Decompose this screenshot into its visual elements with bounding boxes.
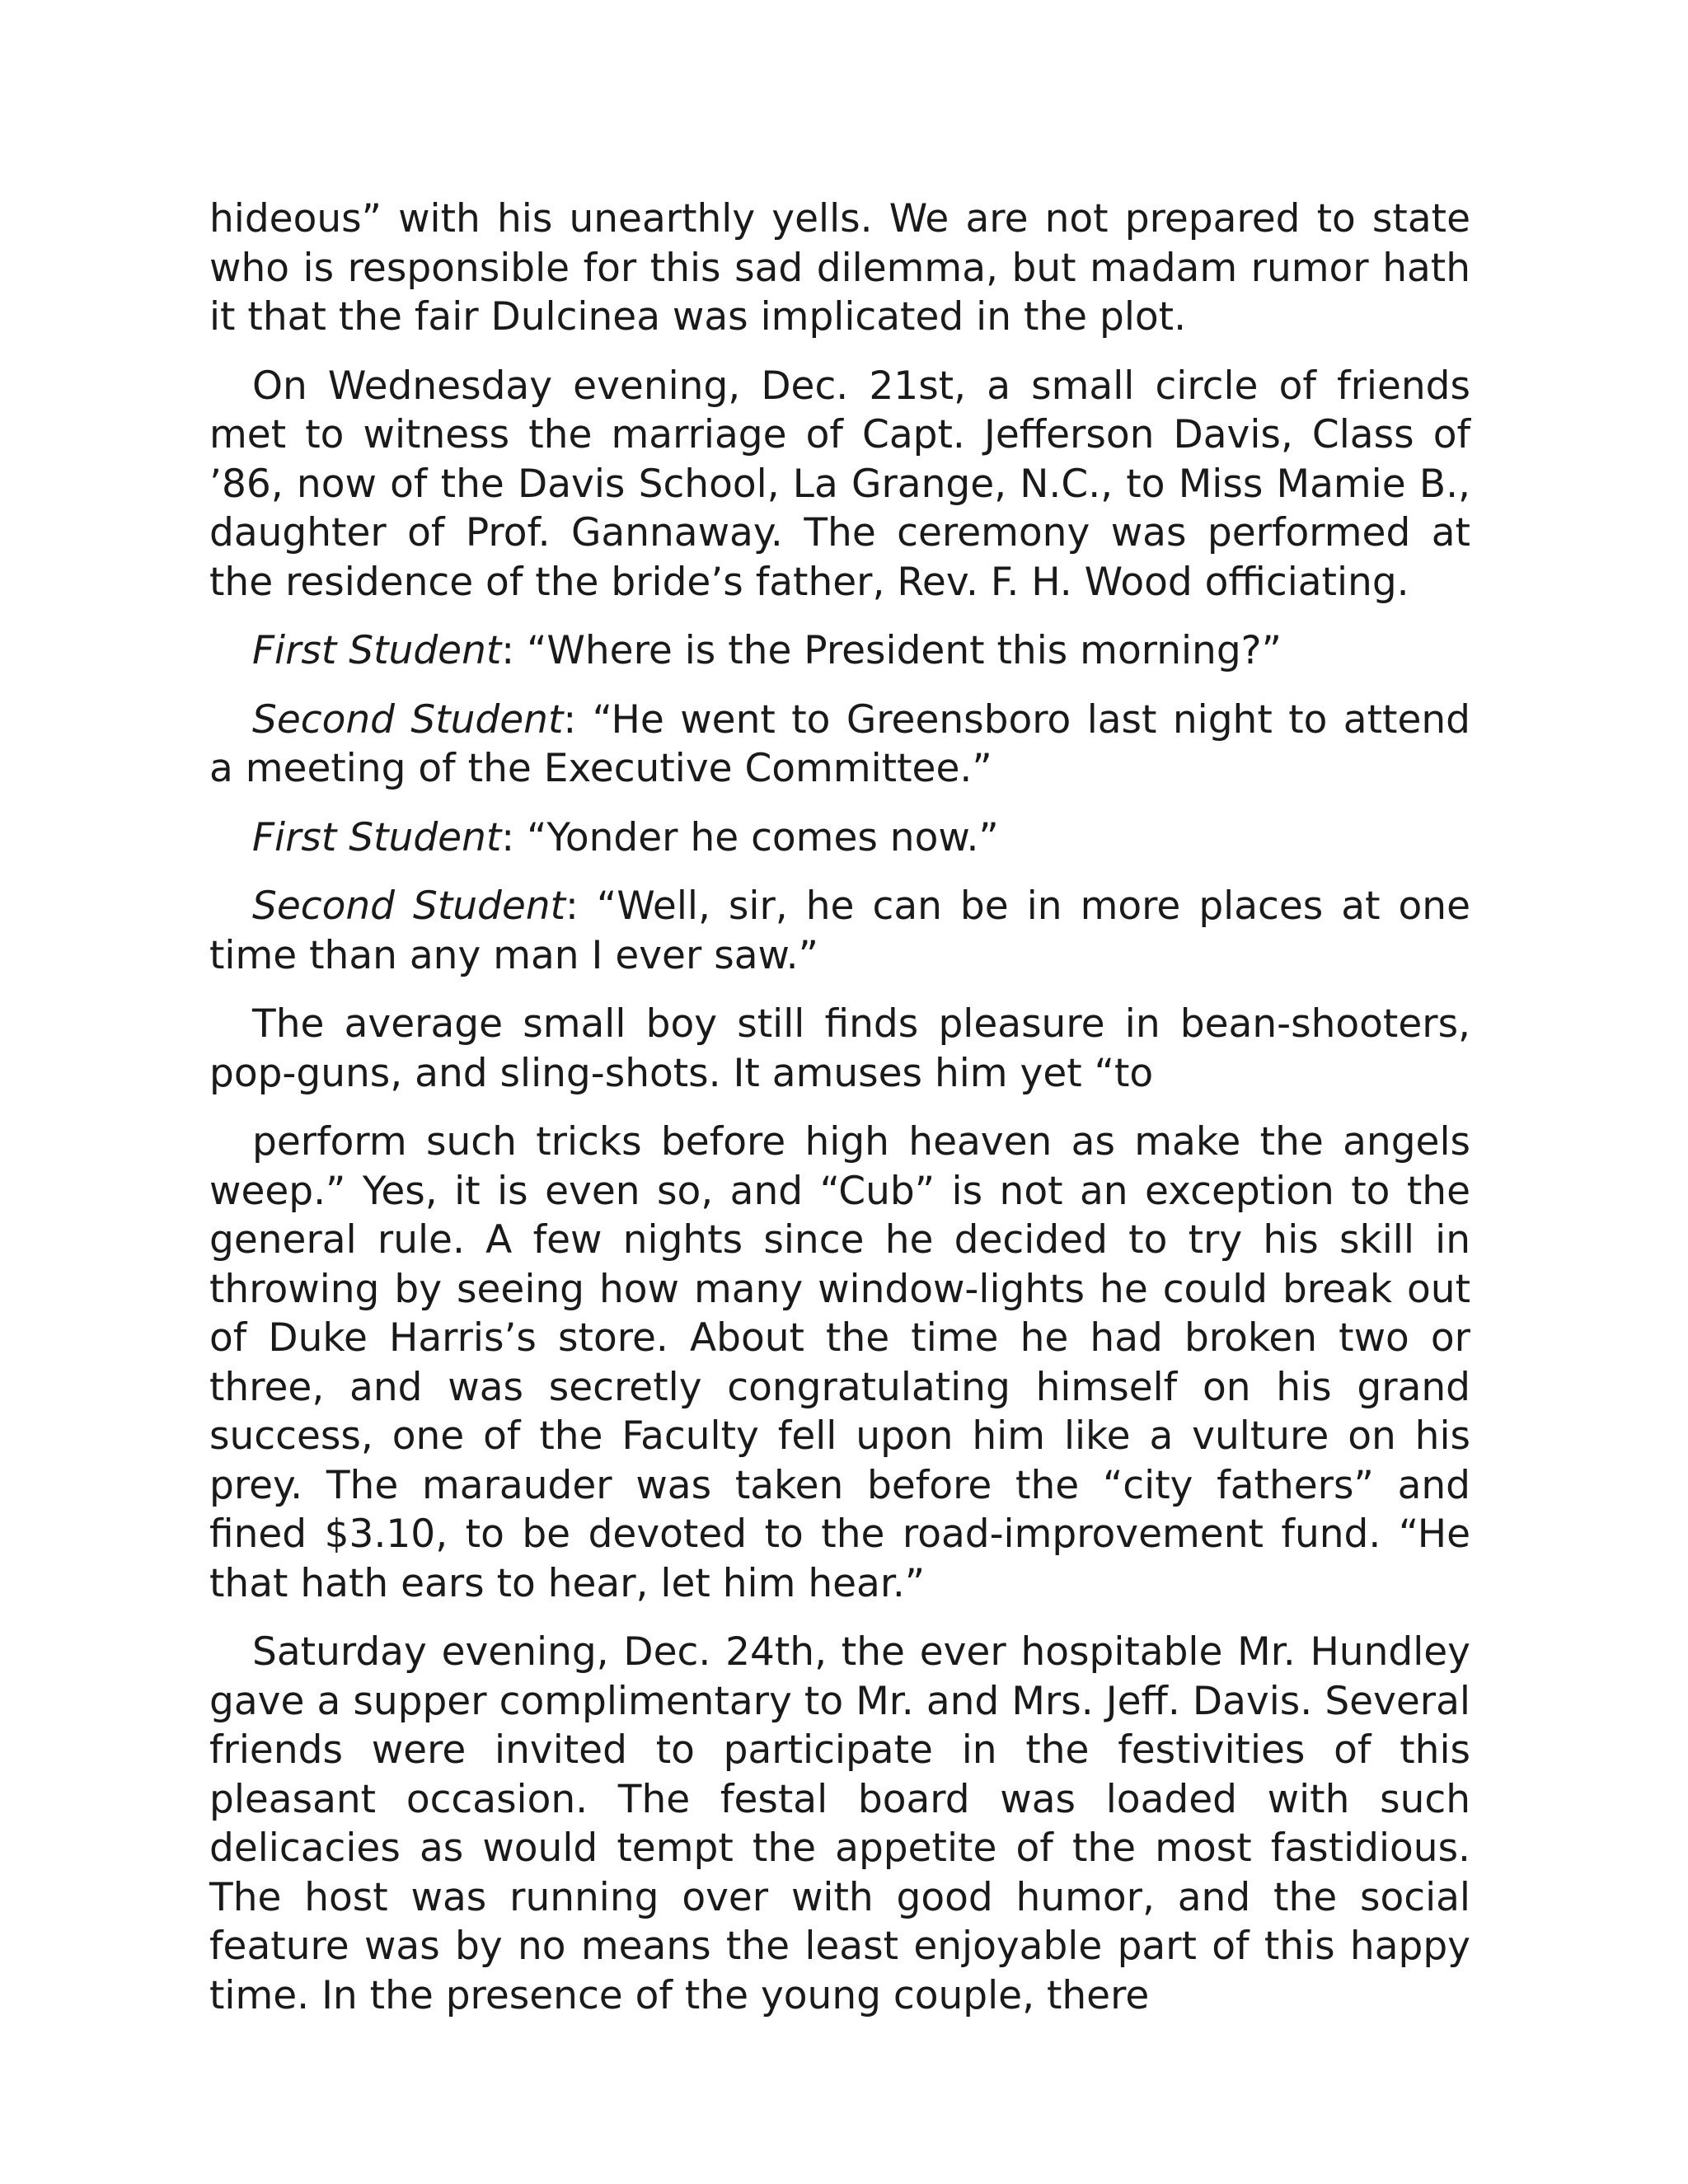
dialogue-speaker: First Student [252, 628, 502, 673]
dialogue-text: : “He went to Greensboro last night to attend a meeting of the Executive Committee.” [209, 696, 1470, 791]
dialogue-text: : “Where is the President this morning?” [501, 628, 1282, 673]
dialogue-line-1 [209, 626, 1470, 676]
dialogue-speaker: Second Student [252, 883, 566, 929]
dialogue-speaker: First Student [252, 814, 502, 860]
dialogue-text: : “Yonder he comes now.” [501, 814, 999, 860]
dialogue-text: : “Well, sir, he can be in more places at one time than any man I ever saw.” [209, 883, 1470, 978]
paragraph-wedding: On Wednesday evening, Dec. 21st, a small circle of friends met to witness the marriage of Capt. Jefferson Davis, Class of ’86, now of the Davis School, La Grange, N.C., to Miss Mamie B., daughter of Prof. Gannaway. The ceremony was performed at the residence of the bride’s father, Rev. F. H. Wood officiating. [209, 363, 1470, 605]
page-body [209, 194, 1470, 2040]
dialogue-line-3 [209, 813, 1470, 863]
dialogue-line-4 [209, 882, 1470, 980]
dialogue-speaker: Second Student [252, 696, 564, 743]
dialogue-line-2 [209, 696, 1470, 794]
paragraph-continuation: hideous” with his unearthly yells. We are not prepared to state who is responsible for this sad dilemma, but madam rumor hath it that the fair Dulcinea was implicated in the plot. [209, 196, 1470, 340]
paragraph-supper: Saturday evening, Dec. 24th, the ever hospitable Mr. Hundley gave a supper complimentary to Mr. and Mrs. Jeff. Davis. Several friends were invited to participate in the festivities of this pleasant occasion. The festal board was loaded with such delicacies as would tempt the appetite of the most fastidious. The host was running over with good humor, and the social feature was by no means the least enjoyable part of this happy time. In the presence of the young couple, there [209, 1629, 1470, 2018]
paragraph-cub: perform such tricks before high heaven as make the angels weep.” Yes, it is even so, and “Cub” is not an exception to the general rule. A few nights since he decided to try his skill in throwing by seeing how many window-lights he could break out of Duke Harris’s store. About the time he had broken two or three, and was secretly congratulating himself on his grand success, one of the Faculty fell upon him like a vulture on his prey. The marauder was taken before the “city fathers” and fined $3.10, to be devoted to the road-improvement fund. “He that hath ears to hear, let him hear.” [209, 1119, 1470, 1606]
paragraph-small-boy: The average small boy still finds pleasure in bean-shooters, pop-guns, and sling-shots. It amuses him yet “to [209, 1001, 1470, 1096]
